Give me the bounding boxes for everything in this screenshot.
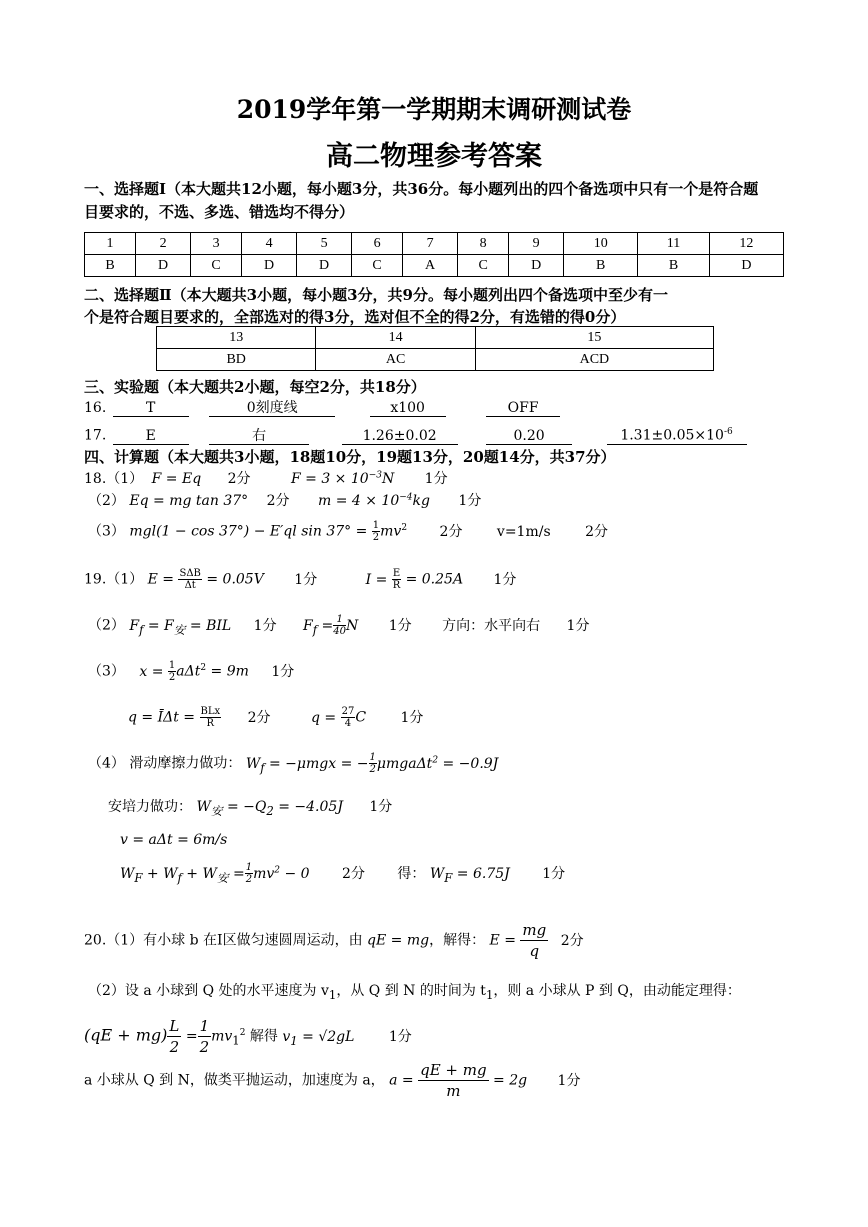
score: 1分 [253, 617, 277, 634]
score: 1分 [493, 571, 517, 588]
table-cell-answer: C [352, 255, 403, 277]
fraction-denominator: 2 [199, 1038, 210, 1056]
score: 2分 [560, 932, 584, 949]
q20-eq4-a-sub: 1 [290, 1033, 298, 1048]
q19-text: 得： [397, 865, 426, 882]
q17-blank-5-exp: -6 [723, 427, 733, 437]
fraction-denominator: m [446, 1082, 461, 1100]
section1-answer-table [84, 232, 784, 277]
q19-eq8-c: μmgaΔt [376, 755, 433, 772]
table-cell-number: 15 [475, 327, 713, 349]
q16-blank-4: OFF [486, 400, 560, 417]
score: 2分 [585, 523, 609, 540]
q19-line2 [88, 614, 589, 637]
q19-eq4-b: = [317, 617, 334, 634]
q17-blank-1: E [113, 428, 189, 445]
q19-eq3-a: F [129, 617, 140, 634]
section3-heading: 三、实验题（本大题共2小题，每空2分，共18分） [84, 378, 426, 396]
q16-blank-2: 0刻度线 [209, 400, 335, 417]
fraction-numerator: SΔB [179, 568, 201, 579]
table-cell-answer: D [509, 255, 564, 277]
table-cell-number: 11 [638, 233, 710, 255]
q19-eq10: v = aΔt = 6m/s [120, 832, 228, 848]
q20-eq2-lhs: E = [489, 932, 516, 949]
q19-eq4-a-sub: f [312, 622, 318, 637]
fraction-denominator: 2 [169, 1038, 180, 1056]
q16-blank-3: x100 [370, 400, 446, 417]
q18-eq4-exp: −4 [399, 492, 413, 503]
q20-eq1: qE = mg [367, 932, 430, 949]
fraction [372, 520, 380, 543]
q20-text: ，从 Q 到 N 的时间为 t [336, 983, 486, 999]
fraction [200, 706, 222, 729]
q19-line7 [120, 832, 227, 848]
q19-line6 [108, 796, 392, 819]
section2-heading-line2: 个是符合题目要求的，全部选对的得3分，选对但不全的得2分，有选错的得0分） [84, 308, 626, 326]
score: 1分 [271, 663, 295, 680]
table-cell-number: 5 [297, 233, 352, 255]
q19-line1 [84, 568, 516, 591]
fraction-denominator: 40 [333, 626, 346, 637]
table-cell-number: 12 [709, 233, 783, 255]
q19-eq11-b: + W [142, 865, 178, 882]
q19-eq8 [245, 752, 499, 775]
fraction-numerator: 1 [372, 520, 380, 531]
q19-eq11-c-sub: 安 [216, 870, 229, 885]
score: 1分 [424, 471, 448, 487]
q19-line5 [88, 752, 498, 775]
q20-line1 [84, 920, 584, 961]
score: 1分 [458, 493, 482, 509]
page-subtitle: 高二物理参考答案 [326, 141, 542, 172]
q19-eq12-b: = 6.75J [452, 865, 510, 882]
q19-eq8-a-sub: f [260, 760, 265, 775]
score: 1分 [388, 1028, 412, 1045]
q19-label: 19.（1） [84, 571, 144, 588]
q18-eq2-exp: −3 [368, 470, 382, 481]
q18-eq6: v=1m/s [496, 523, 551, 540]
table-cell-answer: AC [316, 349, 475, 371]
q20-eq4-b: = √2gL [297, 1028, 355, 1045]
table-cell-answer: B [638, 255, 710, 277]
q20-sub: 1 [328, 987, 337, 1002]
fraction [369, 752, 377, 775]
q20-text: （2）设 a 小球到 Q 处的水平速度为 v [88, 983, 329, 999]
q17-blank-5 [607, 424, 747, 445]
table-cell-answer: B [85, 255, 136, 277]
q18-eq4 [318, 493, 430, 509]
q19-eq11-e: mv [253, 865, 275, 882]
q19-eq4 [303, 614, 359, 637]
q17-blank-4: 0.20 [486, 428, 572, 445]
q18-eq5-exp: 2 [401, 522, 408, 533]
fraction-denominator: R [206, 718, 215, 729]
q19-sub-label: （2） [88, 617, 125, 634]
q19-eq7-lhs: q = [310, 709, 337, 726]
fraction-numerator: 27 [341, 706, 355, 717]
q18-label: 18.（1） [84, 471, 144, 487]
q19-eq5-exp: 2 [200, 662, 207, 673]
q19-eq1-rhs: = 0.05V [206, 571, 264, 588]
fraction-denominator: 2 [168, 672, 176, 683]
q18-line1 [84, 468, 448, 488]
q19-eq7-unit: C [355, 709, 367, 726]
q19-eq3-a-sub: f [139, 622, 144, 637]
page-title: 2019学年第一学期期末调研测试卷 [236, 95, 632, 124]
fraction-denominator: q [529, 942, 540, 960]
q19-line8 [120, 862, 565, 885]
q18-eq2 [291, 471, 394, 487]
table-cell-number: 13 [157, 327, 316, 349]
q18-eq1: F = Eq [151, 471, 202, 487]
table-cell-number: 1 [85, 233, 136, 255]
fraction-numerator: 1 [333, 614, 346, 626]
fraction [167, 1016, 181, 1057]
section2-answer-table [156, 326, 714, 371]
score: 1分 [400, 709, 424, 726]
fraction [198, 1016, 212, 1057]
q19-text: 安培力做功： [108, 799, 192, 815]
q19-eq11-d: = [228, 865, 245, 882]
q20-text: a 小球从 Q 到 N，做类平抛运动，加速度为 a， [84, 1072, 385, 1089]
q16-blank-1: T [113, 400, 189, 417]
score: 1分 [542, 865, 566, 882]
q19-eq11-a-sub: F [134, 870, 143, 885]
table-row [157, 327, 714, 349]
q19-eq4-a: F [303, 617, 313, 634]
q19-eq1-lhs: E = [147, 571, 175, 588]
table-cell-answer: D [242, 255, 297, 277]
q18-eq2-base: F = 3 × 10 [290, 471, 369, 487]
q19-eq5-mid: aΔt [176, 663, 201, 680]
q19-eq11-b-sub: f [177, 870, 182, 885]
q19-eq5-lhs: x = [139, 663, 164, 680]
q20-eq3-c-exp: 2 [239, 1027, 246, 1038]
score: 1分 [294, 571, 318, 588]
q19-eq5-rhs: = 9m [206, 663, 249, 680]
q18-sub-label: （3） [88, 523, 125, 540]
fraction-numerator: BLx [200, 706, 221, 717]
q19-eq6-lhs: q = ĪΔt = [128, 709, 196, 726]
q18-line2 [88, 490, 481, 510]
q17-blank-5-text: 1.31±0.05×10 [620, 427, 724, 444]
q20-text: ，解得： [429, 932, 486, 949]
score: 2分 [247, 709, 271, 726]
table-row [157, 349, 714, 371]
q20-text: 20.（1）有小球 b 在Ⅰ区做匀速圆周运动，由 [84, 932, 363, 949]
q18-eq2-unit: N [381, 471, 395, 487]
q19-eq11 [120, 862, 310, 885]
q20-eq3-c-sub: 1 [232, 1033, 240, 1048]
q20-eq3-a: (qE + mg) [84, 1025, 168, 1045]
section1-heading-line1: 一、选择题Ⅰ（本大题共12小题，每小题3分，共36分。每小题列出的四个备选项中只有一个是符合题 [84, 180, 759, 198]
fraction-denominator: 2 [372, 532, 380, 543]
q19-eq12-a-sub: F [444, 870, 453, 885]
q19-eq11-a: W [120, 865, 135, 882]
q19-eq12-a: W [429, 865, 445, 882]
table-row [85, 233, 784, 255]
fraction-numerator: qE + mg [420, 1061, 487, 1079]
q19-eq4-unit: N [346, 617, 359, 634]
fraction-numerator: 1 [369, 752, 376, 763]
q20-eq4-a: v [282, 1028, 291, 1045]
fraction [418, 1060, 488, 1101]
q19-eq8-b: = −μmgx = − [264, 755, 369, 772]
table-cell-number: 4 [242, 233, 297, 255]
fraction-denominator: 2 [369, 764, 376, 775]
q18-eq3: Eq = mg tan 37° [129, 493, 249, 509]
q19-eq8-a: W [245, 755, 261, 772]
table-cell-number: 8 [458, 233, 509, 255]
q20-eq5-lhs: a = [389, 1072, 414, 1089]
fraction-denominator: 2 [245, 874, 253, 885]
fraction-numerator: mg [522, 921, 547, 939]
q19-line4 [128, 706, 423, 729]
table-cell-answer: ACD [475, 349, 713, 371]
q16-label: 16. [84, 400, 107, 416]
fraction [178, 568, 201, 591]
score: 2分 [266, 493, 290, 509]
q18-eq4-unit: kg [412, 493, 430, 509]
q17-row [84, 424, 747, 445]
table-cell-answer: BD [157, 349, 316, 371]
table-cell-answer: C [458, 255, 509, 277]
table-cell-number: 3 [191, 233, 242, 255]
q18-eq5: mgl(1 − cos 37°) − E′ql sin 37° = [129, 523, 368, 540]
q19-eq11-exp: 2 [274, 864, 281, 875]
table-cell-number: 6 [352, 233, 403, 255]
table-row [85, 255, 784, 277]
q20-line4 [84, 1060, 580, 1101]
q20-eq5-rhs: = 2g [488, 1072, 528, 1089]
q20-eq3-b: = [181, 1028, 198, 1045]
table-cell-number: 10 [564, 233, 638, 255]
score: 1分 [557, 1072, 581, 1089]
fraction-numerator: 1 [199, 1017, 210, 1035]
score: 2分 [439, 523, 463, 540]
q18-line3 [88, 520, 608, 543]
q19-eq12 [429, 865, 510, 885]
q19-sub-label: （4） [88, 755, 125, 772]
fraction [392, 568, 401, 591]
q17-blank-3: 1.26±0.02 [342, 428, 458, 445]
q18-sub-label: （2） [88, 493, 125, 509]
score: 2分 [227, 471, 251, 487]
q20-sub: 1 [485, 987, 494, 1002]
score: 1分 [566, 617, 590, 634]
fraction [333, 614, 346, 637]
q20-eq4 [282, 1028, 355, 1048]
q20-text: 解得 [249, 1028, 278, 1045]
fraction-denominator: Δt [184, 580, 196, 591]
q19-eq11-f: − 0 [280, 865, 310, 882]
table-cell-number: 7 [403, 233, 458, 255]
score: 1分 [369, 799, 393, 815]
q19-eq3 [129, 617, 232, 637]
q19-eq11-c: + W [181, 865, 217, 882]
q19-eq2-lhs: I = [365, 571, 388, 588]
q20-text: ，则 a 小球从 P 到 Q，由动能定理得： [493, 983, 741, 999]
q19-text: 滑动摩擦力做功： [129, 755, 242, 772]
q18-eq4-base: m = 4 × 10 [317, 493, 400, 509]
q17-label: 17. [84, 427, 107, 444]
section1-heading-line2: 目要求的，不选、多选、错选均不得分） [84, 203, 355, 221]
q20-line2 [88, 980, 741, 1002]
score: 1分 [388, 617, 412, 634]
q16-row [84, 400, 560, 417]
table-cell-number: 14 [316, 327, 475, 349]
fraction-numerator: E [392, 568, 401, 579]
q19-direction: 方向：水平向右 [442, 617, 541, 634]
q19-eq3-b-sub: 安 [173, 622, 186, 637]
table-cell-answer: D [297, 255, 352, 277]
fraction [520, 920, 548, 961]
q19-eq9-b: = −Q [222, 799, 267, 815]
q19-eq9-b-sub: 2 [266, 803, 274, 818]
q17-blank-2: 右 [209, 428, 309, 445]
q19-eq8-exp: 2 [432, 754, 439, 765]
q19-eq9-a-sub: 安 [210, 803, 223, 818]
q19-line3 [88, 660, 294, 683]
section2-heading-line1: 二、选择题Ⅱ（本大题共3小题，每小题3分，共9分。每小题列出四个备选项中至少有一 [84, 286, 668, 304]
q19-sub-label: （3） [88, 663, 125, 680]
q19-eq3-b: = F [143, 617, 174, 634]
q20-line3 [84, 1016, 412, 1057]
score: 2分 [342, 865, 365, 882]
table-cell-answer: A [403, 255, 458, 277]
fraction-numerator: 1 [168, 660, 176, 671]
table-cell-answer: B [564, 255, 638, 277]
q20-eq3-c: mv [211, 1028, 233, 1045]
table-cell-number: 9 [509, 233, 564, 255]
q18-eq5-tail: mv [380, 523, 402, 540]
fraction-numerator: 1 [245, 862, 253, 873]
fraction-numerator: L [169, 1017, 180, 1035]
q19-eq8-d: = −0.9J [438, 755, 499, 772]
table-cell-answer: D [709, 255, 783, 277]
fraction [341, 706, 356, 729]
q19-eq9-a: W [196, 799, 211, 815]
q19-eq3-c: = BIL [185, 617, 232, 634]
table-cell-number: 2 [136, 233, 191, 255]
q19-eq9-c: = −4.05J [273, 799, 343, 815]
section4-heading: 四、计算题（本大题共3小题，18题10分，19题13分，20题14分，共37分） [84, 448, 616, 466]
table-cell-answer: C [191, 255, 242, 277]
table-cell-answer: D [136, 255, 191, 277]
q19-eq2-rhs: = 0.25A [405, 571, 464, 588]
fraction-denominator: R [392, 580, 401, 591]
fraction-denominator: 4 [344, 718, 352, 729]
q19-eq9 [196, 799, 343, 818]
fraction [245, 862, 253, 885]
